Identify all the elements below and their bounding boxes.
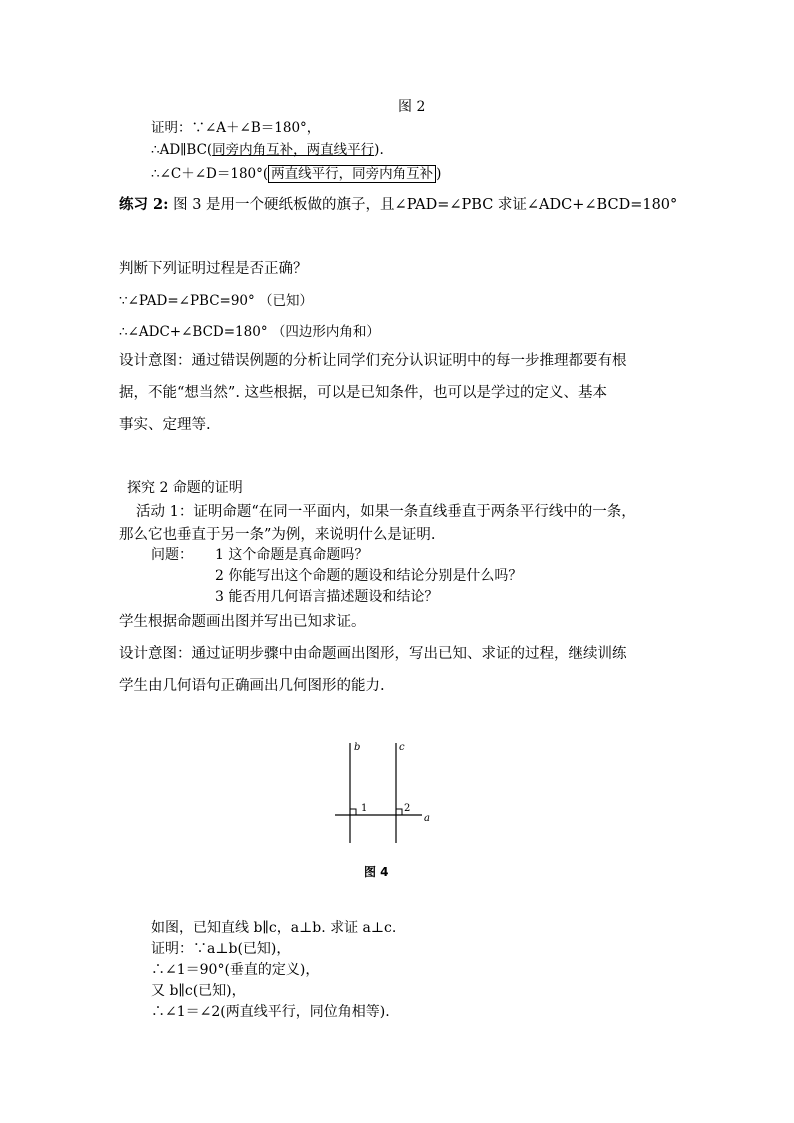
proof2-line5: ∴∠1＝∠2(两直线平行，同位角相等). <box>151 1004 390 1020</box>
explore2-activity-line2: 那么它也垂直于另一条”为例，来说明什么是证明. <box>119 527 436 543</box>
figure-4-caption: 图 4 <box>364 865 389 879</box>
label-c: c <box>399 742 405 753</box>
proof1-line2-suffix: ). <box>374 142 384 158</box>
judge-step1: ∵∠PAD=∠PBC=90° （已知） <box>119 293 314 309</box>
design1-line3: 事实、定理等. <box>119 417 211 433</box>
label-angle-2: 2 <box>404 803 411 814</box>
proof1-line2 <box>151 140 384 160</box>
exercise2 <box>119 194 677 216</box>
exercise2-label: 练习 2: <box>119 196 169 213</box>
right-angle-mark-1 <box>350 809 356 815</box>
exercise2-text: 图 3 是用一个硬纸板做的旗子，且∠PAD=∠PBC 求证∠ADC+∠BCD=180° <box>173 197 678 213</box>
proof2-line4: 又 b∥c(已知)， <box>151 983 246 999</box>
proof1-line2-reason: 同旁内角互补，两直线平行 <box>212 142 375 158</box>
proof1-line3-prefix: ∴∠C＋∠D＝180°( <box>151 166 269 182</box>
right-angle-mark-2 <box>396 809 402 815</box>
figure-2-caption: 图 2 <box>398 99 426 115</box>
figure-4-diagram <box>330 735 440 845</box>
proof1-line3-suffix: ) <box>436 166 442 182</box>
proof2-line3: ∴∠1＝90°(垂直的定义)， <box>151 962 320 978</box>
judge-step2: ∴∠ADC+∠BCD=180° （四边形内角和） <box>119 324 380 340</box>
explore2-student-task: 学生根据命题画出图并写出已知求证。 <box>119 614 366 630</box>
label-a: a <box>424 813 430 824</box>
explore2-q1: 1 这个命题是真命题吗？ <box>215 547 369 563</box>
proof1-line3-reason: 两直线平行，同旁内角互补 <box>268 165 436 183</box>
proof2-line2: 证明：∵a⊥b(已知)， <box>151 941 291 957</box>
explore2-q2: 2 你能写出这个命题的题设和结论分别是什么吗？ <box>215 568 523 584</box>
label-b: b <box>354 742 361 753</box>
explore2-activity-line1: 活动 1：证明命题“在同一平面内，如果一条直线垂直于两条平行线中的一条， <box>136 504 636 520</box>
design1-line1: 设计意图：通过错误例题的分析让同学们充分认识证明中的每一步推理都要有根 <box>119 353 627 369</box>
design2-line2: 学生由几何语句正确画出几何图形的能力. <box>119 678 385 694</box>
proof2-line1: 如图，已知直线 b∥c，a⊥b. 求证 a⊥c. <box>151 920 397 936</box>
proof1-line1: 证明：∵∠A＋∠B＝180°， <box>151 120 321 136</box>
proof1-line2-prefix: ∴AD∥BC( <box>151 142 213 158</box>
judge-question: 判断下列证明过程是否正确？ <box>119 261 308 277</box>
design1-line2: 据，不能“想当然”. 这些根据，可以是已知条件，也可以是学过的定义、基本 <box>119 385 608 401</box>
label-angle-1: 1 <box>361 803 368 814</box>
explore2-title: 探究 2 命题的证明 <box>127 480 243 496</box>
proof1-line3 <box>151 164 441 184</box>
explore2-questions-label: 问题： <box>151 547 193 563</box>
design2-line1: 设计意图：通过证明步骤中由命题画出图形，写出已知、求证的过程，继续训练 <box>119 646 627 662</box>
explore2-q3: 3 能否用几何语言描述题设和结论？ <box>215 589 439 605</box>
